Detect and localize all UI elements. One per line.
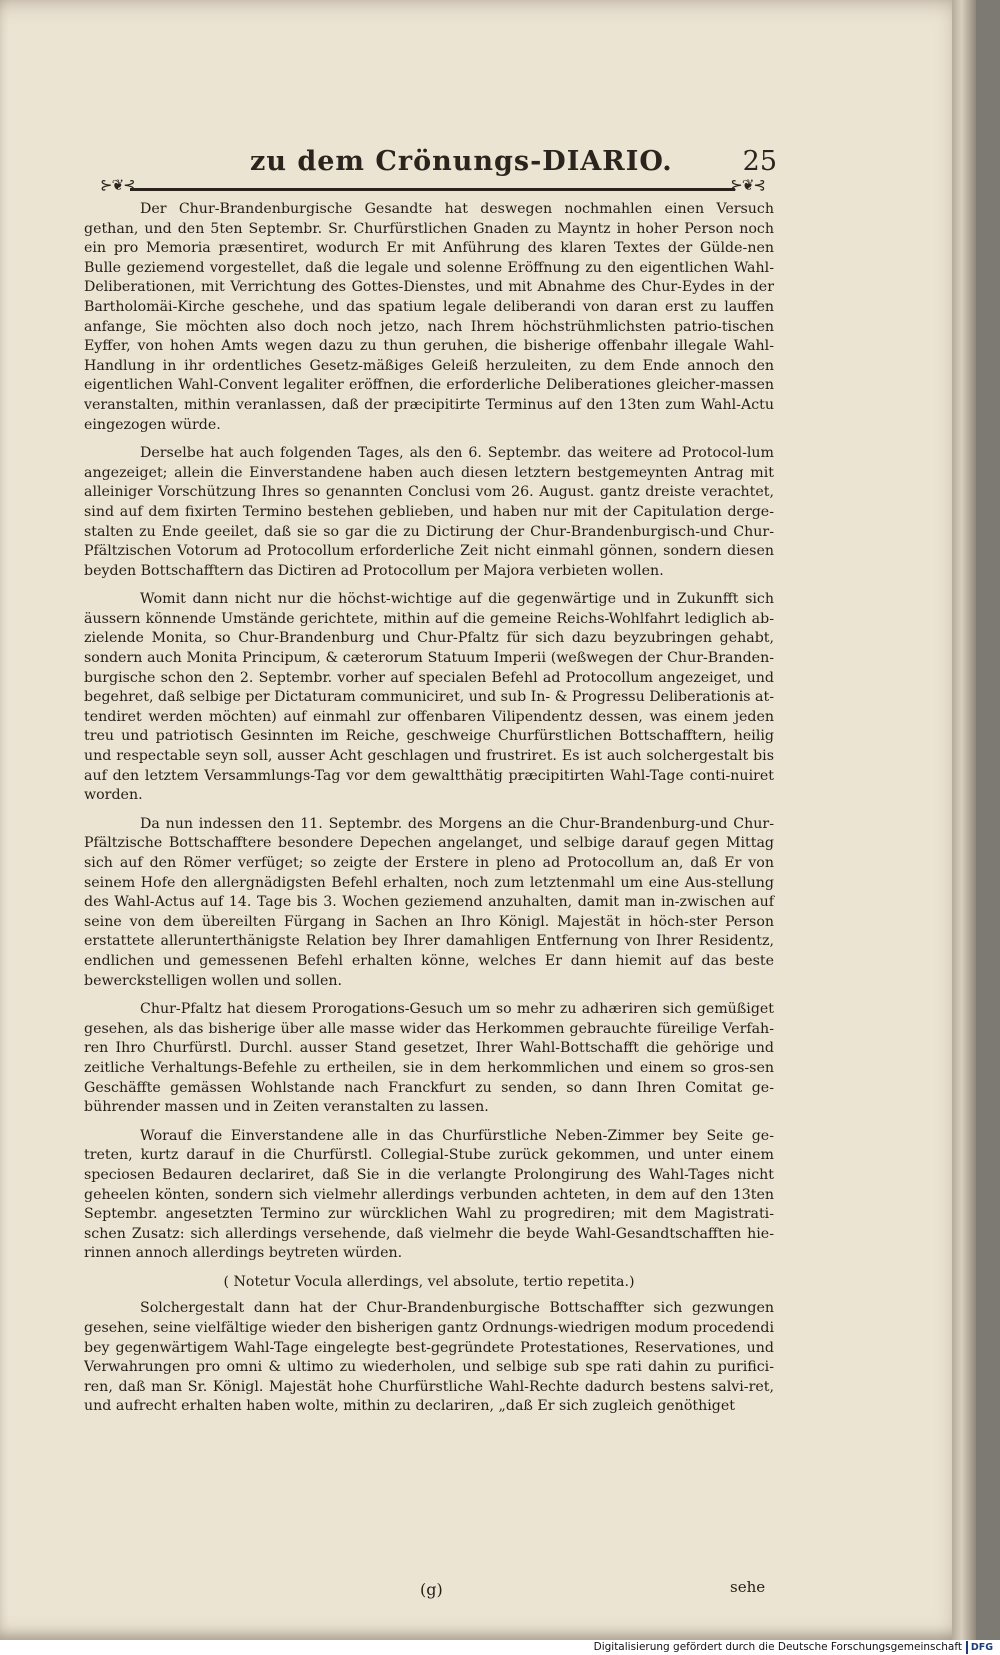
- footer-credit: Digitalisierung gefördert durch die Deutsche Forschungsgemeinschaft: [593, 1641, 962, 1653]
- paragraph: Da nun indessen den 11. Septembr. des Morgens an die Chur-Brandenburg-und Chur-Pfältzische Bottschafftere besondere Depechen angelanget, und selbige darauf gegen Mittag sich auf den Römer verfüget; so zeigte der Erstere in pleno ad Protocollum an, daß Er von seinem Hofe den allergnädigsten Befehl erhalten, noch zum letztenmahl um eine Aus-stellung des Wahl-Actus auf 14. Tage bis 3. Wochen geziemend anzuhalten, damit man in-zwischen auf seine von dem übereilten Fürgang in Sachen an Ihro Königl. Majestät in höch-ster Person erstattete allerunterthänigste Relation bey Ihrer damahligen Entfernung von Ihrer Residentz, endlichen und gemessenen Befehl erhalten könne, welches Er dann hiemit auf das beste bewerckstelligen wollen und sollen.: [84, 815, 774, 989]
- paragraph: Derselbe hat auch folgenden Tages, als den 6. Septembr. das weitere ad Protocol-lum angezeiget; allein die Einverstandene haben auch diesen letztern bestgemeynten Antrag mit alleiniger Vorschützung Ihres so genannten Conclusi vom 26. August. gantz dreiste verachtet, sind auf dem fixirten Termino bestehen geblieben, und haben nur mit der Capitulation derge-stalten zu Ende geeilet, daß sie so gar die zu Dictirung der Chur-Brandenburgisch-und Chur-Pfältzischen Votorum ad Protocollum erforderliche Zeit nicht einmahl gönnen, sondern diesen beyden Bottschafftern das Dictiren ad Protocollum per Majora verbieten wollen.: [84, 445, 774, 579]
- catchword: sehe: [730, 1578, 766, 1596]
- paragraph: Solchergestalt dann hat der Chur-Brandenburgische Bottschaffter sich gezwungen gesehen, seine vielfältige wieder den bisherigen gantz Ordnungs-wiedrigen modum procedendi bey gegenwärtigem Wahl-Tage eingelegte best-gegründete Protestationes, Reservationes, und Verwahrungen pro omni & ultimo zu wiederholen, und selbige sub spe rati dahin zu purifici-ren, daß man Sr. Königl. Majestät hohe Churfürstliche Wahl-Rechte dadurch bestens salvi-ret, und aufrecht erhalten haben wolte, mithin zu declariren, „daß Er sich zugleich genöthiget: [84, 1300, 774, 1415]
- rule-ornament-right: ⊱❦⊰: [730, 176, 765, 194]
- rule-line: [130, 188, 735, 191]
- page-edge: [952, 0, 976, 1640]
- paragraph: Chur-Pfaltz hat diesem Prorogations-Gesuch um so mehr zu adhæriren sich gemüßiget gesehen, als das bisherige über alle masse wider das Herkommen gebrauchte füreilige Verfah-ren Ihro Churfürstl. Durchl. ausser Stand gesetzet, Ihrer Wahl-Bottschafft die gehörige und zeitliche Verhaltungs-Befehle zu ertheilen, sie in dem herkommlichen und einem so gros-sen Geschäffte gemässen Wohlstande nach Franckfurt zu senden, so dann Ihren Comitat ge-bührender massen und in Zeiten veranstalten zu lassen.: [84, 1001, 774, 1116]
- footer-bar: [0, 1640, 1000, 1655]
- rule-ornament-left: ⊱❦⊰: [100, 176, 135, 194]
- dfg-logo: DFG: [966, 1641, 996, 1654]
- paragraph: Der Chur-Brandenburgische Gesandte hat deswegen nochmahlen einen Versuch gethan, und den 5ten Septembr. Sr. Churfürstlichen Gnaden zu Mayntz in hoher Person noch ein pro Memoria præsentiret, wodurch Er mit Anführung des klaren Textes der Gülde-nen Bulle geziemend vorgestellet, daß die legale und solenne Eröffnung zu den eigentlichen Wahl-Deliberationen, mit Verrichtung des Gottes-Dienstes, und mit Abnahme des Chur-Eydes in der Bartholomäi-Kirche geschehe, und das spatium legale deliberandi von daran erst zu lauffen anfange, Sie möchten also doch noch jetzo, nach Ihrem höchstrühmlichsten patrio-tischen Eyffer, von hohen Amts wegen dazu zu thun geruhen, die bisherige offenbahr illegale Wahl-Handlung in ihr ordentliches Gesetz-mäßiges Geleiß herzuleiten, zu dem Ende annoch den eigentlichen Wahl-Convent legaliter eröffnen, die erforderliche Deliberationes gleicher-massen veranstalten, mithin veranlassen, daß der præcipitirte Terminus auf den 13ten zum Wahl-Actu eingezogen würde.: [84, 201, 774, 433]
- note-line: ( Notetur Vocula allerdings, vel absolute, tertio repetita.): [223, 1273, 635, 1290]
- paragraph: Worauf die Einverstandene alle in das Churfürstliche Neben-Zimmer bey Seite ge-treten, kurtz darauf in die Churfürstl. Collegial-Stube zurück gekommen, und unter einem speciosen Bedauren declariret, daß Sie in die verlangte Prolongirung des Wahl-Tages nicht geheelen könten, sondern sich vielmehr allerdings verbunden achteten, in dem auf den 13ten Septembr. angesetzten Termino zur würcklichen Wahl zu progrediren; mit dem Magistrati-schen Zusatz: sich allerdings versehende, daß vielmehr die beyde Wahl-Gesandtschafften hie-rinnen annoch allerdings beytreten würden.: [84, 1127, 774, 1262]
- paragraph: Womit dann nicht nur die höchst-wichtige auf die gegenwärtige und in Zukunfft sich äussern könnende Umstände gerichtete, mithin auf die gemeine Reichs-Wohlfahrt lediglich ab-zielende Monita, so Chur-Brandenburg und Chur-Pfaltz für sich dazu beyzubringen gehabt, sondern auch Monita Principum, & cæterorum Statuum Imperii (weßwegen der Chur-Branden-burgische schon den 2. Septembr. vorher auf specialen Befehl ad Protocollum angezeiget, und begehret, daß selbige per Dictaturam communiciret, und sub In- & Progressu Deliberationis at-tendiret werden möchten) auf einmahl zur offenbaren Vilipendentz dessen, was einem jeden treu und patriotisch Gesinnten im Reiche, geschweige Churfürstlichen Bottschafftern, heilig und respectable seyn soll, ausser Acht geschlagen und frustriret. Es ist auch solchergestalt bis auf den letztem Versammlungs-Tag vor dem gewaltthätig præcipitirten Wahl-Tage conti-nuiret worden.: [84, 591, 774, 804]
- running-title: zu dem Crönungs-DIARIO.: [250, 146, 673, 177]
- body-text: [84, 200, 774, 1426]
- ornamental-rule: [100, 176, 765, 194]
- signature-mark: (g): [420, 1580, 443, 1599]
- page-number: 25: [742, 146, 777, 177]
- page-header: [100, 146, 777, 182]
